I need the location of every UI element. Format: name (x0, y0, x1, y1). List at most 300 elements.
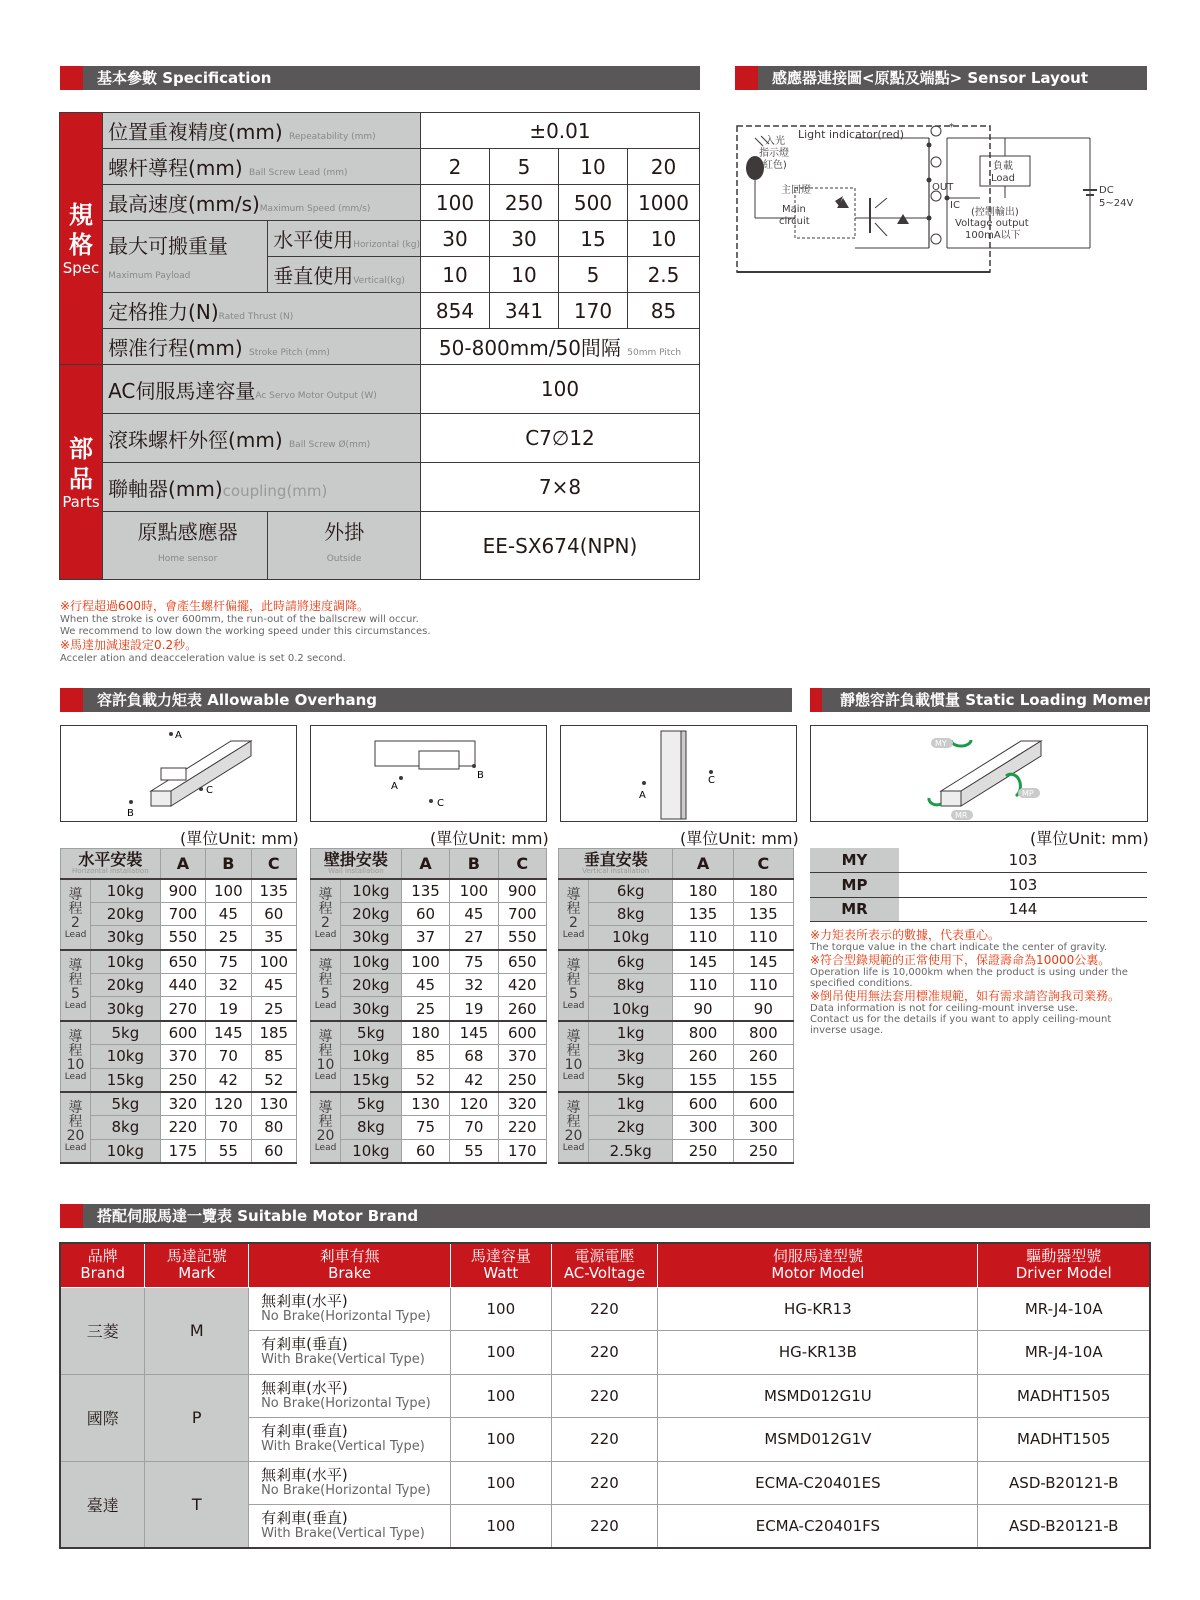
load-cell: 15kg (91, 1068, 161, 1092)
value-cell: 185 (251, 1021, 296, 1045)
value-cell: 370 (498, 1044, 546, 1068)
table-row (311, 1021, 547, 1045)
load-cell: 5kg (589, 1068, 673, 1092)
note-torque-en: The torque value in the chart indicate the center of gravity. (810, 942, 1108, 953)
install-title: 水平安裝 Horizontal installation (61, 849, 161, 879)
lead-cell (311, 1021, 341, 1092)
screw-label: 滾珠螺杆外徑(mm) Ball Screw Ø(mm) (103, 414, 421, 463)
value-cell: 70 (450, 1115, 498, 1139)
out-label: OUT (932, 182, 954, 193)
brake-en: No Brake(Horizontal Type) (261, 1395, 431, 1411)
motor-model-cell: ECMA-C20401FS (658, 1505, 978, 1549)
value-cell: 300 (673, 1115, 733, 1139)
table-row (61, 1139, 297, 1163)
brake-cn: 有剎車(垂直) (261, 1422, 348, 1441)
lead-char: 程 (318, 1042, 333, 1059)
label-c: C (206, 785, 213, 796)
load-cell: 10kg (341, 950, 402, 974)
install-title: 壁掛安裝 Wall installation (311, 849, 402, 879)
table-row (559, 926, 794, 950)
unit-static: (單位Unit: mm) (1030, 829, 1149, 848)
value-cell: 110 (673, 973, 733, 997)
lead-char: 導 (68, 1028, 83, 1045)
watt-cell: 100 (451, 1418, 552, 1462)
value-cell: 60 (401, 1139, 449, 1163)
lead-char: 程 (566, 1113, 581, 1130)
table-row (311, 902, 547, 926)
label-a: A (639, 790, 646, 801)
motor-column-header (451, 1243, 552, 1287)
value-cell: 600 (733, 1092, 793, 1116)
lead-number: 5 (569, 985, 578, 1002)
lead-char: 程 (68, 1042, 83, 1059)
lead-char: 程 (68, 900, 83, 917)
cat-spec: 規格 Spec (60, 113, 103, 365)
lead-en: Lead (562, 929, 585, 940)
wall-figure (310, 725, 547, 822)
motor-label: AC伺服馬達容量Ac Servo Motor Output (W) (103, 365, 421, 414)
column-header: B (450, 849, 498, 879)
payload-v-value: 10 (489, 257, 558, 293)
load-cell: 8kg (589, 973, 673, 997)
lead-char: 導 (566, 1028, 581, 1045)
motor-model-cell: HG-KR13 (658, 1287, 978, 1331)
mark-cell: M (145, 1287, 249, 1374)
load-cell: 2kg (589, 1115, 673, 1139)
value-cell: 250 (160, 1068, 205, 1092)
mark-cell: P (145, 1374, 249, 1461)
value-cell: 45 (206, 902, 251, 926)
static-value: 144 (899, 897, 1147, 922)
table-row (311, 926, 547, 950)
value-cell: 19 (206, 997, 251, 1021)
main-cn: 主回燈 (781, 185, 811, 196)
value-cell: 320 (160, 1092, 205, 1116)
load-cn: 負載 (993, 161, 1013, 172)
value-cell: 55 (450, 1139, 498, 1163)
value-cell: 110 (673, 926, 733, 950)
brand-cell: 臺達 (60, 1461, 145, 1548)
lead-en: Lead (64, 1000, 87, 1011)
lead-value: 20 (627, 149, 699, 185)
light-cn1: 入光 (765, 136, 785, 147)
motor-column-header (145, 1243, 249, 1287)
load-cell: 20kg (91, 973, 161, 997)
lead-en: Lead (64, 1071, 87, 1082)
value-cell: 180 (401, 1021, 449, 1045)
lead-char: 導 (68, 886, 83, 903)
load-cell: 2.5kg (589, 1139, 673, 1163)
driver-model-cell: MADHT1505 (978, 1418, 1150, 1462)
vo-en: Voltage output (955, 218, 1029, 229)
value-cell: 145 (450, 1021, 498, 1045)
overhang-header: 容許負載力矩表 Allowable Overhang (97, 691, 377, 709)
load-cell: 30kg (91, 997, 161, 1021)
value-cell: 60 (251, 902, 296, 926)
main-en2: circuit (779, 216, 810, 227)
table-row (311, 1044, 547, 1068)
static-key: MR (810, 897, 899, 922)
brake-cell (249, 1331, 451, 1375)
vertical-table (558, 848, 794, 1164)
table-row (61, 1044, 297, 1068)
lead-number: 2 (569, 914, 578, 931)
motor-value: 100 (420, 365, 699, 414)
sensor-value: EE-SX674(NPN) (420, 512, 699, 580)
unit-vertical: (單位Unit: mm) (680, 829, 799, 848)
value-cell: 180 (673, 879, 733, 903)
install-title: 垂直安裝 Vertical installation (559, 849, 673, 879)
static-figure-drawing (811, 726, 1145, 820)
table-row (559, 1092, 794, 1116)
load-cell: 20kg (341, 902, 402, 926)
driver-model-cell: MR-J4-10A (978, 1287, 1150, 1331)
lead-en: Lead (562, 1142, 585, 1153)
value-cell: 145 (206, 1021, 251, 1045)
value-cell: 170 (498, 1139, 546, 1163)
unit-wall: (單位Unit: mm) (430, 829, 549, 848)
static-table (810, 848, 1147, 922)
static-header: 靜態容許負載慣量 Static Loading Moment (840, 691, 1162, 709)
note-life-en1: Operation life is 10,000km when the product is using under the (810, 967, 1128, 978)
load-cell: 10kg (341, 879, 402, 903)
motor-column-header (551, 1243, 658, 1287)
thrust-value: 854 (420, 293, 489, 329)
lead-cell (61, 1021, 91, 1092)
col-cn: 馬達記號 (166, 1247, 227, 1266)
value-cell: 220 (160, 1115, 205, 1139)
table-row (61, 973, 297, 997)
value-cell: 260 (733, 1044, 793, 1068)
lead-char: 導 (68, 1099, 83, 1116)
voltage-cell: 220 (551, 1461, 658, 1505)
value-cell: 25 (401, 997, 449, 1021)
col-en: Brand (80, 1264, 126, 1283)
table-row (61, 926, 297, 950)
motor-model-cell: HG-KR13B (658, 1331, 978, 1375)
motor-column-header (658, 1243, 978, 1287)
load-cell: 30kg (341, 997, 402, 1021)
label-mp: MP (1022, 789, 1034, 798)
speed-label: 最高速度(mm/s)Maximum Speed (mm/s) (103, 185, 421, 221)
table-row (61, 1092, 297, 1116)
brand-cell: 國際 (60, 1374, 145, 1461)
lead-cell (311, 950, 341, 1021)
lead-en: Lead (562, 1071, 585, 1082)
table-row (311, 997, 547, 1021)
lead-char: 導 (68, 957, 83, 974)
value-cell: 27 (450, 926, 498, 950)
value-cell: 75 (206, 950, 251, 974)
lead-cell (311, 1092, 341, 1163)
spec-header-bar (60, 66, 700, 90)
value-cell: 32 (450, 973, 498, 997)
note-ceiling: ※倒吊使用無法套用標准規範，如有需求請咨詢我司業務。 (810, 989, 1121, 1003)
column-header: B (206, 849, 251, 879)
value-cell: 135 (401, 879, 449, 903)
lead-char: 程 (318, 971, 333, 988)
value-cell: 135 (251, 879, 296, 903)
col-en: Motor Model (771, 1264, 865, 1283)
lead-number: 20 (66, 1127, 85, 1144)
value-cell: 75 (450, 950, 498, 974)
lead-en: Lead (64, 929, 87, 940)
load-cell: 6kg (589, 879, 673, 903)
motor-model-cell: MSMD012G1U (658, 1374, 978, 1418)
load-cell: 20kg (341, 973, 402, 997)
load-en: Load (991, 173, 1015, 184)
lead-char: 程 (566, 971, 581, 988)
value-cell: 75 (401, 1115, 449, 1139)
table-row (559, 1044, 794, 1068)
spec-notes (60, 599, 431, 665)
lead-char: 導 (318, 1099, 333, 1116)
col-cn: 品牌 (87, 1247, 118, 1266)
lead-cell (559, 1021, 589, 1092)
watt-cell: 100 (451, 1331, 552, 1375)
value-cell: 80 (251, 1115, 296, 1139)
value-cell: 120 (206, 1092, 251, 1116)
coupling-value: 7×8 (420, 463, 699, 512)
motor-model-cell: ECMA-C20401ES (658, 1461, 978, 1505)
table-row (311, 1068, 547, 1092)
load-cell: 6kg (589, 950, 673, 974)
brake-cn: 無剎車(水平) (261, 1465, 348, 1484)
speed-value: 100 (420, 185, 489, 221)
value-cell: 550 (498, 926, 546, 950)
value-cell: 45 (251, 973, 296, 997)
label-c: C (437, 798, 444, 809)
payload-v-label: 垂直使用Vertical(kg) (268, 257, 421, 293)
motor-row (60, 1374, 1150, 1418)
lead-number: 5 (321, 985, 330, 1002)
col-cn: 驅動器型號 (1026, 1247, 1102, 1266)
col-en: Watt (483, 1264, 519, 1283)
voltage-cell: 220 (551, 1374, 658, 1418)
note-ceiling-en1: Data information is not for ceiling-mount inverse use. (810, 1003, 1079, 1014)
repeat-label: 位置重複精度(mm) Repeatability (mm) (103, 113, 421, 149)
brake-cell (249, 1374, 451, 1418)
col-cn: 伺服馬達型號 (772, 1247, 863, 1266)
table-row (559, 879, 794, 903)
lead-char: 程 (68, 1113, 83, 1130)
payload-h-label: 水平使用Horizontal (kg) (268, 221, 421, 257)
lead-char: 導 (318, 957, 333, 974)
value-cell: 155 (733, 1068, 793, 1092)
overhang-header-row (61, 849, 297, 879)
col-cn: 馬達容量 (470, 1247, 531, 1266)
value-cell: 25 (206, 926, 251, 950)
vo-cn: (控制輸出) (971, 207, 1019, 218)
ic-label: IC (950, 200, 960, 211)
watt-cell: 100 (451, 1374, 552, 1418)
col-en: Mark (178, 1264, 216, 1283)
lead-char: 導 (318, 886, 333, 903)
value-cell: 800 (673, 1021, 733, 1045)
lead-en: Lead (314, 1000, 337, 1011)
payload-h-value: 30 (420, 221, 489, 257)
lead-number: 20 (564, 1127, 583, 1144)
value-cell: 37 (401, 926, 449, 950)
lead-number: 20 (316, 1127, 335, 1144)
stroke-label: 標准行程(mm) Stroke Pitch (mm) (103, 329, 421, 365)
static-figure (810, 725, 1148, 822)
column-header: C (251, 849, 296, 879)
lead-cell (311, 879, 341, 950)
lead-en: Lead (562, 1000, 585, 1011)
col-cn: 剎車有無 (319, 1247, 380, 1266)
brake-en: No Brake(Horizontal Type) (261, 1308, 431, 1324)
static-value: 103 (899, 873, 1147, 898)
lead-en: Lead (314, 1071, 337, 1082)
lead-char: 程 (318, 900, 333, 917)
value-cell: 52 (401, 1068, 449, 1092)
table-row (559, 1115, 794, 1139)
brake-en: No Brake(Horizontal Type) (261, 1482, 431, 1498)
payload-label: 最大可搬重量 Maximum Payload (103, 221, 268, 293)
value-cell: 155 (673, 1068, 733, 1092)
table-row (61, 997, 297, 1021)
col-en: AC-Voltage (563, 1264, 646, 1283)
value-cell: 110 (733, 926, 793, 950)
column-header: A (673, 849, 733, 879)
table-row (61, 1068, 297, 1092)
load-cell: 30kg (91, 926, 161, 950)
value-cell: 70 (206, 1044, 251, 1068)
lead-char: 程 (566, 1042, 581, 1059)
table-row (559, 1021, 794, 1045)
note-stroke: ※行程超過600時，會產生螺杆偏擺，此時請將速度調降。 (60, 599, 369, 613)
spec-header: 基本參數 Specification (97, 69, 272, 87)
label-b: B (127, 808, 134, 819)
value-cell: 130 (401, 1092, 449, 1116)
value-cell: 320 (498, 1092, 546, 1116)
load-cell: 30kg (341, 926, 402, 950)
speed-value: 250 (489, 185, 558, 221)
lead-cell (559, 1092, 589, 1163)
lead-number: 5 (71, 985, 80, 1002)
table-row (311, 973, 547, 997)
value-cell: 100 (206, 879, 251, 903)
value-cell: 135 (733, 902, 793, 926)
payload-h-value: 30 (489, 221, 558, 257)
load-cell: 10kg (589, 997, 673, 1021)
load-cell: 10kg (341, 1139, 402, 1163)
lead-label: 螺杆導程(mm) Ball Screw Lead (mm) (103, 149, 421, 185)
driver-model-cell: ASD-B20121-B (978, 1505, 1150, 1549)
lead-char: 導 (566, 957, 581, 974)
value-cell: 250 (733, 1139, 793, 1163)
voltage-cell: 220 (551, 1331, 658, 1375)
table-row (311, 1115, 547, 1139)
table-row (311, 1092, 547, 1116)
value-cell: 650 (498, 950, 546, 974)
load-cell: 10kg (91, 879, 161, 903)
lead-number: 2 (71, 914, 80, 931)
static-notes (810, 928, 1140, 1036)
lead-number: 10 (66, 1056, 85, 1073)
value-cell: 600 (498, 1021, 546, 1045)
value-cell: 45 (401, 973, 449, 997)
load-cell: 8kg (91, 1115, 161, 1139)
static-row (810, 848, 1147, 873)
note-life: ※符合型錄規範的正常使用下，保證壽命為10000公裏。 (810, 953, 1111, 967)
value-cell: 250 (498, 1068, 546, 1092)
motor-column-header (249, 1243, 451, 1287)
driver-model-cell: ASD-B20121-B (978, 1461, 1150, 1505)
note-ceiling-en3: inverse usage. (810, 1025, 884, 1036)
table-row (61, 950, 297, 974)
coupling-label: 聯軸器(mm)coupling(mm) (103, 463, 421, 512)
motor-column-header (60, 1243, 145, 1287)
driver-model-cell: MADHT1505 (978, 1374, 1150, 1418)
brake-en: With Brake(Vertical Type) (261, 1352, 425, 1368)
screw-value: C7∅12 (420, 414, 699, 463)
load-cell: 10kg (341, 1044, 402, 1068)
brand-cell: 三菱 (60, 1287, 145, 1374)
load-cell: 5kg (91, 1021, 161, 1045)
light-label: Light indicator(red) (798, 128, 904, 141)
thrust-value: 170 (558, 293, 627, 329)
brake-cell (249, 1287, 451, 1331)
motor-model-cell: MSMD012G1V (658, 1418, 978, 1462)
value-cell: 260 (673, 1044, 733, 1068)
brake-en: With Brake(Vertical Type) (261, 1439, 425, 1455)
lead-char: 導 (566, 1099, 581, 1116)
repeat-value: ±0.01 (420, 113, 699, 149)
label-mr: MR (955, 811, 968, 820)
value-cell: 175 (160, 1139, 205, 1163)
lead-number: 10 (564, 1056, 583, 1073)
value-cell: 52 (251, 1068, 296, 1092)
table-row (61, 902, 297, 926)
table-row (311, 879, 547, 903)
voltage-cell: 220 (551, 1505, 658, 1549)
value-cell: 19 (450, 997, 498, 1021)
table-row (559, 950, 794, 974)
note-ceiling-en2: Contact us for the details if you want to apply ceiling-mount (810, 1014, 1112, 1025)
load-cell: 5kg (91, 1092, 161, 1116)
lead-cell (61, 879, 91, 950)
lead-number: 2 (321, 914, 330, 931)
load-cell: 5kg (341, 1092, 402, 1116)
lead-value: 2 (420, 149, 489, 185)
light-cn3: (紅色) (759, 160, 787, 171)
value-cell: 85 (251, 1044, 296, 1068)
table-row (61, 879, 297, 903)
load-cell: 8kg (589, 902, 673, 926)
table-row (311, 950, 547, 974)
col-en: Driver Model (1015, 1264, 1112, 1283)
value-cell: 100 (450, 879, 498, 903)
value-cell: 440 (160, 973, 205, 997)
static-key: MP (810, 873, 899, 898)
table-row (559, 1139, 794, 1163)
vertical-figure (560, 725, 797, 822)
value-cell: 120 (450, 1092, 498, 1116)
brake-cn: 有剎車(垂直) (261, 1509, 348, 1527)
table-row (61, 1021, 297, 1045)
value-cell: 650 (160, 950, 205, 974)
lead-value: 10 (558, 149, 627, 185)
watt-cell: 100 (451, 1461, 552, 1505)
sensor-header: 感應器連接圖<原點及端點> Sensor Layout (772, 69, 1089, 87)
value-cell: 25 (251, 997, 296, 1021)
value-cell: 90 (733, 997, 793, 1021)
note-accel: ※馬達加減速設定0.2秒。 (60, 638, 198, 652)
static-row (810, 873, 1147, 898)
value-cell: 260 (498, 997, 546, 1021)
